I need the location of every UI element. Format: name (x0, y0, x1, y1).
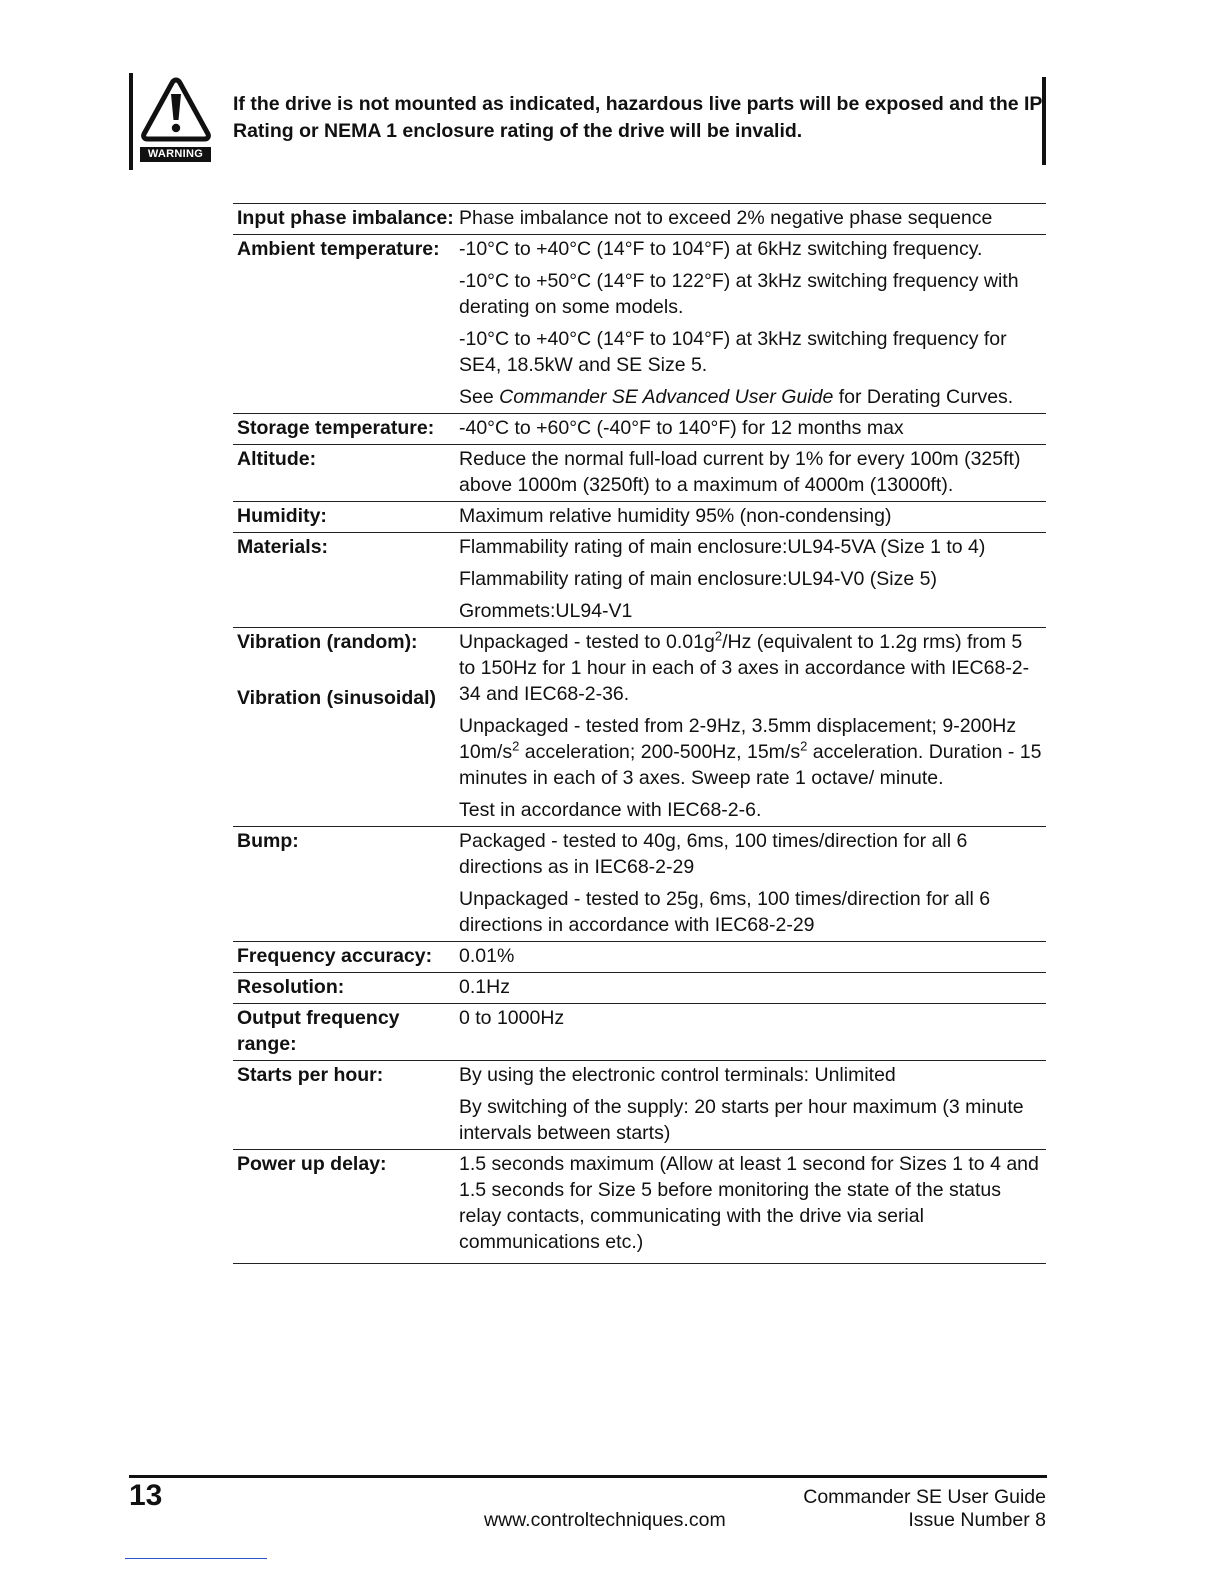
spec-row-bump (233, 827, 1046, 942)
spec-row-altitude (233, 445, 1046, 502)
spec-value (455, 827, 1046, 942)
see-suffix: for Derating Curves. (833, 386, 1014, 408)
spec-value: Reduce the normal full-load current by 1% for every 100m (325ft) above 1000m (3250ft) to a maximum of 4000m (13000ft). (459, 448, 1021, 496)
spec-label: Frequency accuracy: (237, 945, 433, 967)
vibration-random-text (459, 629, 1042, 707)
spec-value: 0.01% (459, 945, 515, 967)
warning-text: If the drive is not mounted as indicated, hazardous live parts will be exposed and the IP Rating or NEMA 1 enclosure rating of the drive will be invalid. (233, 93, 1043, 142)
advanced-guide-reference: Commander SE Advanced User Guide (499, 386, 834, 408)
materials-line-3: Grommets:UL94-V1 (459, 600, 633, 622)
materials-line-2: Flammability rating of main enclosure:UL94-V0 (Size 5) (459, 568, 937, 590)
spec-label: Materials: (237, 536, 329, 558)
spec-row-storage (233, 414, 1046, 445)
footer-guide-info (803, 1486, 1046, 1532)
vibration-random-label: Vibration (random): (237, 631, 418, 653)
spec-label: Ambient temperature: (237, 238, 440, 260)
spec-row-materials (233, 533, 1046, 628)
spec-row-power-up-delay (233, 1150, 1046, 1264)
spec-value: Phase imbalance not to exceed 2% negative phase sequence (459, 207, 993, 229)
random-text-b: /Hz (equivalent to 1.2g rms) from 5 to 150Hz for 1 hour in each of 3 axes in accordance with IEC68-2-34 and IEC68-2-36. (459, 631, 1030, 705)
vibration-sinusoidal-text (459, 713, 1042, 791)
spec-value: 0.1Hz (459, 976, 510, 998)
spec-row-humidity (233, 502, 1046, 533)
starts-line-2: By switching of the supply: 20 starts per hour maximum (3 minute intervals between starts) (459, 1096, 1024, 1144)
spec-value (455, 235, 1046, 414)
sin-text-c: acceleration. Duration - 15 minutes in each of 3 axes. Sweep rate 1 octave/ minute. (459, 741, 1042, 789)
spec-label: Power up delay: (237, 1153, 387, 1175)
guide-title: Commander SE User Guide (803, 1486, 1046, 1508)
page-number: 13 (129, 1479, 163, 1512)
specification-table (233, 203, 1046, 1264)
sin-text-a: Unpackaged - tested from 2-9Hz, 3.5mm displacement; 9-200Hz 10m/s (459, 715, 1017, 763)
spec-value: Maximum relative humidity 95% (non-condensing) (459, 505, 892, 527)
spec-label: Storage temperature: (237, 417, 435, 439)
spec-value: 0 to 1000Hz (459, 1007, 565, 1029)
spec-value: 1.5 seconds maximum (Allow at least 1 second for Sizes 1 to 4 and 1.5 seconds for Size 5 before monitoring the state of the status relay contacts, communicating with the drive via serial communications etc.) (459, 1153, 1039, 1253)
sin-text-b: acceleration; 200-500Hz, 15m/s (519, 741, 801, 763)
warning-right-bar (1042, 77, 1046, 165)
spec-label: Resolution: (237, 976, 345, 998)
spec-row-ambient (233, 235, 1046, 414)
footer-url[interactable]: www.controltechniques.com (484, 1509, 726, 1531)
ambient-line-2: -10°C to +50°C (14°F to 122°F) at 3kHz switching frequency with derating on some models. (459, 270, 1019, 318)
superscript: 2 (800, 738, 808, 754)
spec-row-starts-per-hour (233, 1061, 1046, 1150)
spec-row-frequency-accuracy (233, 942, 1046, 973)
superscript: 2 (512, 738, 520, 754)
ambient-see-also (459, 384, 1042, 410)
vibration-sinusoidal-label: Vibration (sinusoidal) (237, 687, 436, 709)
vibration-test-line: Test in accordance with IEC68-2-6. (459, 799, 762, 821)
starts-line-1: By using the electronic control terminals: Unlimited (459, 1064, 896, 1086)
spec-label: Output frequency range: (237, 1007, 400, 1055)
spec-value (455, 628, 1046, 827)
spec-label: Input phase imbalance: (237, 207, 454, 229)
issue-number: Issue Number 8 (908, 1509, 1046, 1531)
warning-label: WARNING (140, 147, 211, 162)
ambient-line-1: -10°C to +40°C (14°F to 104°F) at 6kHz switching frequency. (459, 238, 983, 260)
spec-row-output-frequency (233, 1004, 1046, 1061)
spec-row-resolution (233, 973, 1046, 1004)
spec-label: Altitude: (237, 448, 317, 470)
bump-line-1: Packaged - tested to 40g, 6ms, 100 times/direction for all 6 directions as in IEC68-2-29 (459, 830, 968, 878)
ambient-line-3: -10°C to +40°C (14°F to 104°F) at 3kHz switching frequency for SE4, 18.5kW and SE Size 5. (459, 328, 1007, 376)
spec-value: -40°C to +60°C (-40°F to 140°F) for 12 months max (459, 417, 904, 439)
warning-left-bar (129, 73, 133, 170)
spec-row-vibration (233, 628, 1046, 827)
materials-line-1: Flammability rating of main enclosure:UL94-5VA (Size 1 to 4) (459, 536, 986, 558)
footer-rule (129, 1475, 1047, 1478)
bump-line-2: Unpackaged - tested to 25g, 6ms, 100 times/direction for all 6 directions in accordance with IEC68-2-29 (459, 888, 991, 936)
spec-label: Bump: (237, 830, 299, 852)
spec-label: Humidity: (237, 505, 327, 527)
spec-value (455, 533, 1046, 628)
spec-label: Starts per hour: (237, 1064, 384, 1086)
see-prefix: See (459, 386, 500, 408)
superscript: 2 (714, 628, 723, 644)
random-text-a: Unpackaged - tested to 0.01g (459, 631, 715, 653)
spec-row-input-phase (233, 204, 1046, 235)
spec-value (455, 1061, 1046, 1150)
spec-label (233, 628, 455, 827)
link-underline (125, 1558, 267, 1559)
